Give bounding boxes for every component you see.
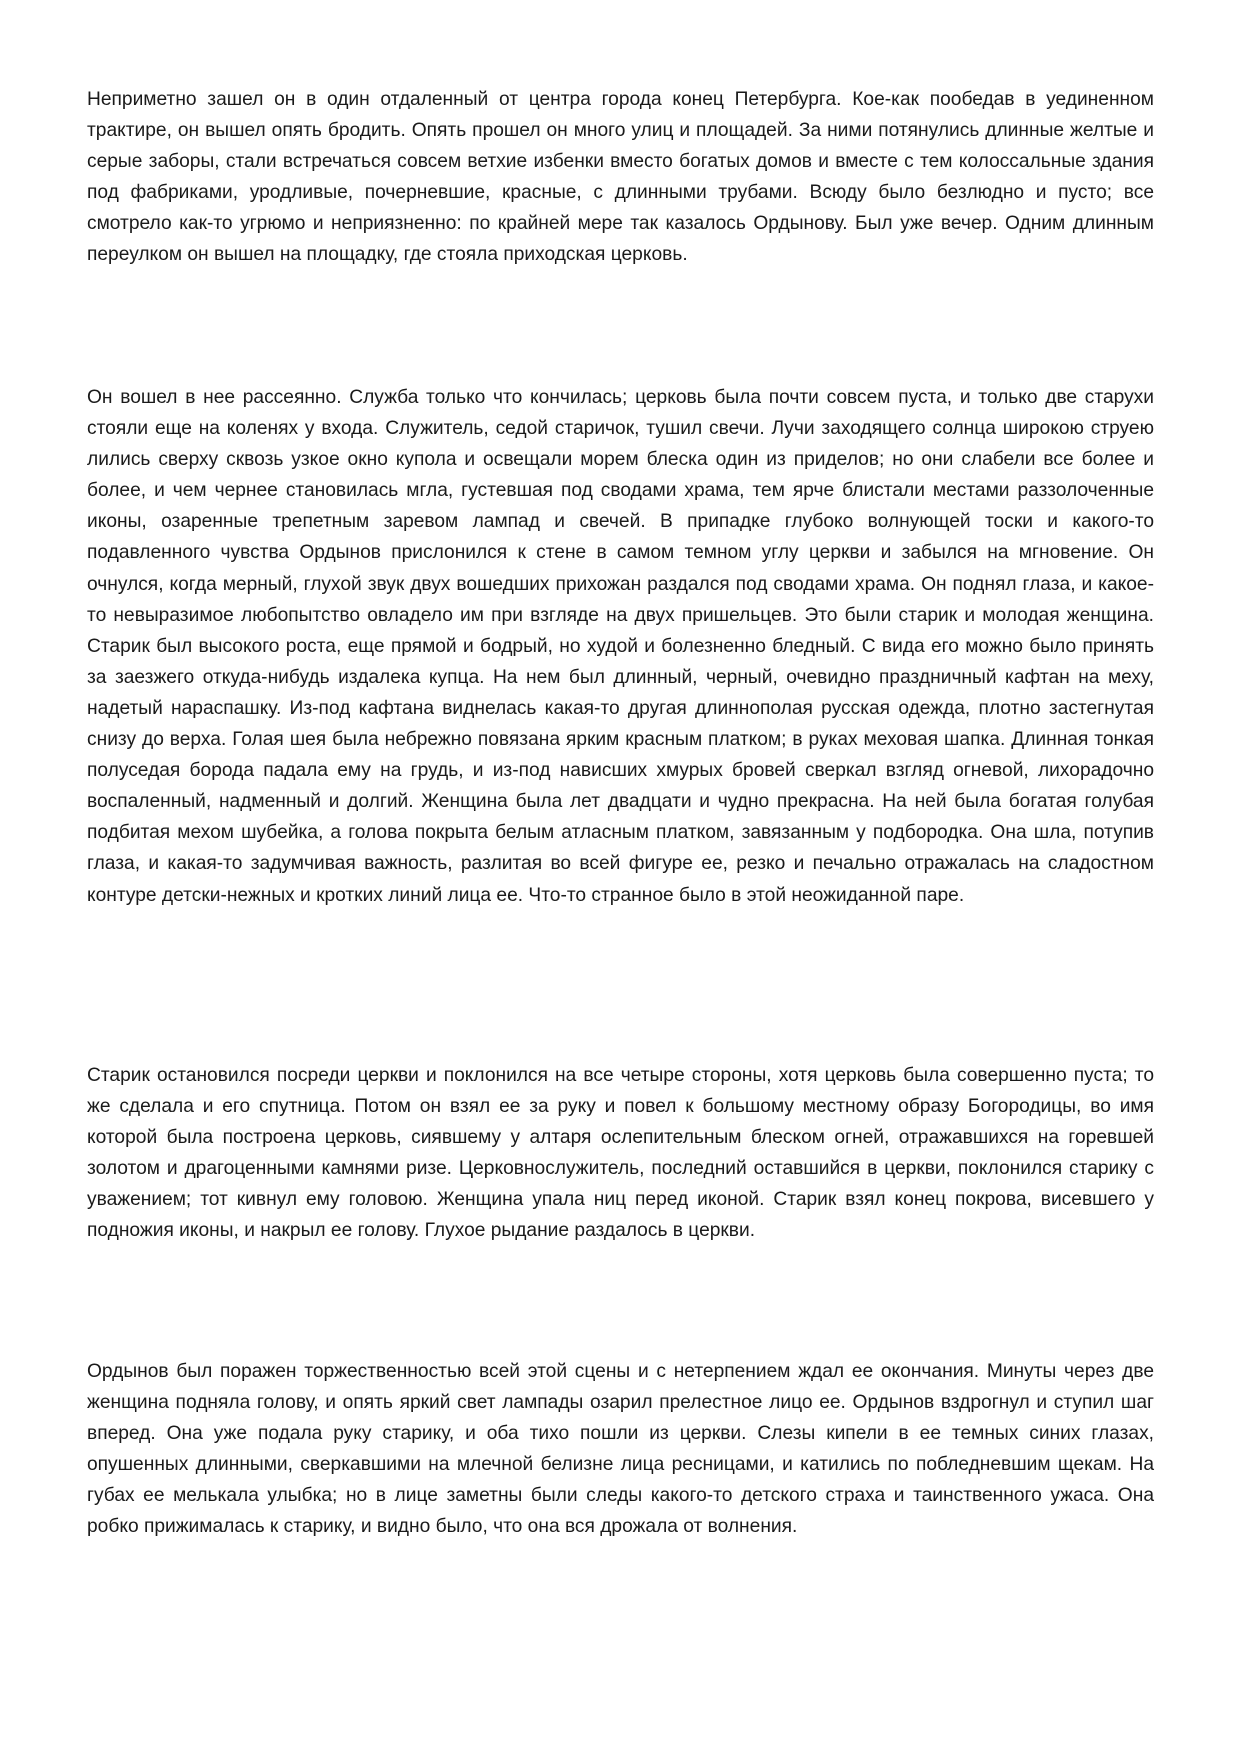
- paragraph-4: Ордынов был поражен торжественностью всей этой сцены и с нетерпением ждал ее окончания. Минуты через две женщина подняла голову, и опять яркий свет лампады озарил прелестное лицо ее. Ордынов вздрогнул и ступил шаг вперед. Она уже подала руку старику, и оба тихо пошли из церкви. Слезы кипели в ее темных синих глазах, опушенных длинными, сверкавшими на млечной белизне лица ресницами, и катились по побледневшим щекам. На губах ее мелькала улыбка; но в лице заметны были следы какого-то детского страха и таинственного ужаса. Она робко прижималась к старику, и видно было, что она вся дрожала от волнения.: [87, 1361, 1154, 1538]
- paragraph-1: Неприметно зашел он в один отдаленный от центра города конец Петербурга. Кое-как пообедав в уединенном трактире, он вышел опять бродить. Опять прошел он много улиц и площадей. За ними потянулись длинные желтые и серые заборы, стали встречаться совсем ветхие избенки вместо богатых домов и вместе с тем колоссальные здания под фабриками, уродливые, почерневшие, красные, с длинными трубами. Всюду было безлюдно и пусто; все смотрело как-то угрюмо и неприязненно: по крайней мере так казалось Ордынову. Был уже вечер. Одним длинным переулком он вышел на площадку, где стояла приходская церковь.: [87, 89, 1154, 266]
- paragraph-2: Он вошел в нее рассеянно. Служба только что кончилась; церковь была почти совсем пуста, и только две старухи стояли еще на коленях у входа. Служитель, седой старичок, тушил свечи. Лучи заходящего солнца широкою струею лились сверху сквозь узкое окно купола и освещали морем блеска один из приделов; но они слабели все более и более, и чем чернее становилась мгла, густевшая под сводами храма, тем ярче блистали местами раззолоченные иконы, озаренные трепетным заревом лампад и свечей. В припадке глубоко волнующей тоски и какого-то подавленного чувства Ордынов прислонился к стене в самом темном углу церкви и забылся на мгновение. Он очнулся, когда мерный, глухой звук двух вошедших прихожан раздался под сводами храма. Он поднял глаза, и какое-то невыразимое любопытство овладело им при взгляде на двух пришельцев. Это были старик и молодая женщина. Старик был высокого роста, еще прямой и бодрый, но худой и болезненно бледный. С вида его можно было принять за заезжего откуда-нибудь издалека купца. На нем был длинный, черный, очевидно праздничный кафтан на меху, надетый нараспашку. Из-под кафтана виднелась какая-то другая длиннополая русская одежда, плотно застегнутая снизу до верха. Голая шея была небрежно повязана ярким красным платком; в руках меховая шапка. Длинная тонкая полуседая борода падала ему на грудь, и из-под нависших хмурых бровей сверкал взгляд огневой, лихорадочно воспаленный, надменный и долгий. Женщина была лет двадцати и чудно прекрасна. На ней была богатая голубая подбитая мехом шубейка, а голова покрыта белым атласным платком, завязанным у подбородка. Она шла, потупив глаза, и какая-то задумчивая важность, разлитая во всей фигуре ее, резко и печально отражалась на сладостном контуре детски-нежных и кротких линий лица ее. Что-то странное было в этой неожиданной паре.: [87, 387, 1154, 906]
- paragraph-3: Старик остановился посреди церкви и поклонился на все четыре стороны, хотя церковь была совершенно пуста; то же сделала и его спутница. Потом он взял ее за руку и повел к большому местному образу Богородицы, во имя которой была построена церковь, сиявшему у алтаря ослепительным блеском огней, отражавшихся на горевшей золотом и драгоценными камнями ризе. Церковнослужитель, последний оставшийся в церкви, поклонился старику с уважением; тот кивнул ему головою. Женщина упала ниц перед иконой. Старик взял конец покрова, висевшего у подножия иконы, и накрыл ее голову. Глухое рыдание раздалось в церкви.: [87, 1065, 1154, 1242]
